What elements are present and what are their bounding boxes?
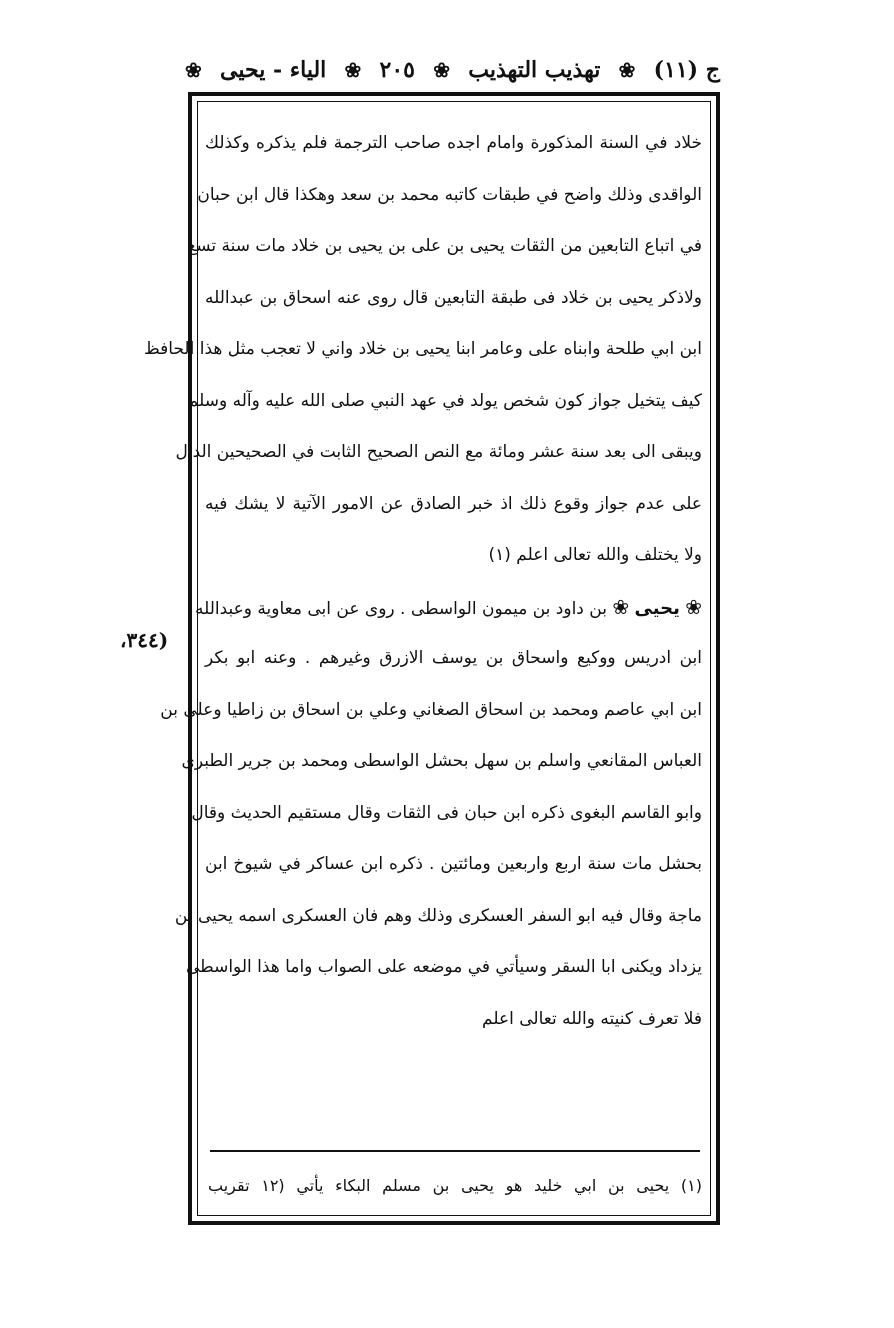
entry-heading-line <box>194 582 702 634</box>
text-line: فلا تعرف كنيته والله تعالى اعلم <box>482 1008 702 1029</box>
text-line: يزداد ويكنى ابا السقر وسيأتي في موضعه على الصواب واما هذا الواسطى <box>185 957 702 977</box>
flower-ornament-icon: ❀ <box>612 594 630 619</box>
header-section: الياء - يحيى <box>220 57 327 83</box>
header-book-title: تهذيب التهذيب <box>468 57 601 83</box>
text-line: خلاد في السنة المذكورة وامام اجده صاحب الترجمة فلم يذكره وكذلك <box>205 133 702 153</box>
flower-ornament-icon: ❀ <box>618 58 636 82</box>
running-header <box>185 48 720 92</box>
footnote-divider <box>210 1150 700 1152</box>
text-line: كيف يتخيل جواز كون شخص يولد في عهد النبي صلى الله عليه وآله وسلم <box>187 390 702 411</box>
entry-name: يحيى <box>634 597 680 619</box>
entry-text: بن داود بن ميمون الواسطى . روى عن ابى معاوية وعبدالله <box>194 598 607 619</box>
flower-ornament-icon: ❀ <box>185 58 202 82</box>
text-line: ولا يختلف والله تعالى اعلم (١) <box>488 545 702 565</box>
text-line: الواقدى وذلك واضح في طبقات كاتبه محمد بن سعد وهكذا قال ابن حبان <box>197 184 702 205</box>
text-line: ماجة وقال فيه ابو السفر العسكرى وذلك وهم فان العسكرى اسمه يحيى بن <box>174 905 702 926</box>
text-line: ابن ابي طلحة وابناه على وعامر ابنا يحيى بن خلاد واني لا تعجب مثل هذا الحافظ <box>144 339 702 359</box>
text-line: وابو القاسم البغوى ذكره ابن حبان فى الثقات وقال مستقيم الحديث وقال <box>191 802 702 823</box>
text-line: ابن ادريس ووكيع واسحاق بن يوسف الازرق وغيرهم . وعنه ابو بكر <box>205 648 702 668</box>
page-number: ٢٠٥ <box>379 57 415 83</box>
text-line: بحشل مات سنة اربع واربعين ومائتين . ذكره ابن عساكر في شيوخ ابن <box>205 854 702 874</box>
text-line: في اتباع التابعين من الثقات يحيى بن على بن يحيى بن خلاد مات سنة تسع <box>187 236 702 256</box>
flower-ornament-icon: ❀ <box>685 594 702 619</box>
header-volume: ج (١١) <box>653 57 720 83</box>
flower-ornament-icon: ❀ <box>433 58 451 82</box>
text-line: العباس المقانعي واسلم بن سهل بحشل الواسطى ومحمد بن جرير الطبرى <box>181 751 702 771</box>
flower-ornament-icon: ❀ <box>344 58 362 82</box>
text-line: ويبقى الى بعد سنة عشر ومائة مع النص الصحيح الثابت في الصحيحين الدال <box>175 442 702 462</box>
footnote: (١) يحيى بن ابي خليد هو يحيى بن مسلم البكاء يأتي (١٢ تقريب <box>208 1176 702 1195</box>
text-line: ابن ابي عاصم ومحمد بن اسحاق الصغاني وعلي بن اسحاق بن زاطيا وعلى بن <box>160 699 702 720</box>
margin-entry-number: (٣٤٤، <box>120 628 169 652</box>
text-line: ولاذكر يحيى بن خلاد فى طبقة التابعين قال روى عنه اسحاق بن عبدالله <box>205 287 702 308</box>
text-line: على عدم جواز وقوع ذلك اذ خبر الصادق عن الامور الآتية لا يشك فيه <box>205 493 702 514</box>
